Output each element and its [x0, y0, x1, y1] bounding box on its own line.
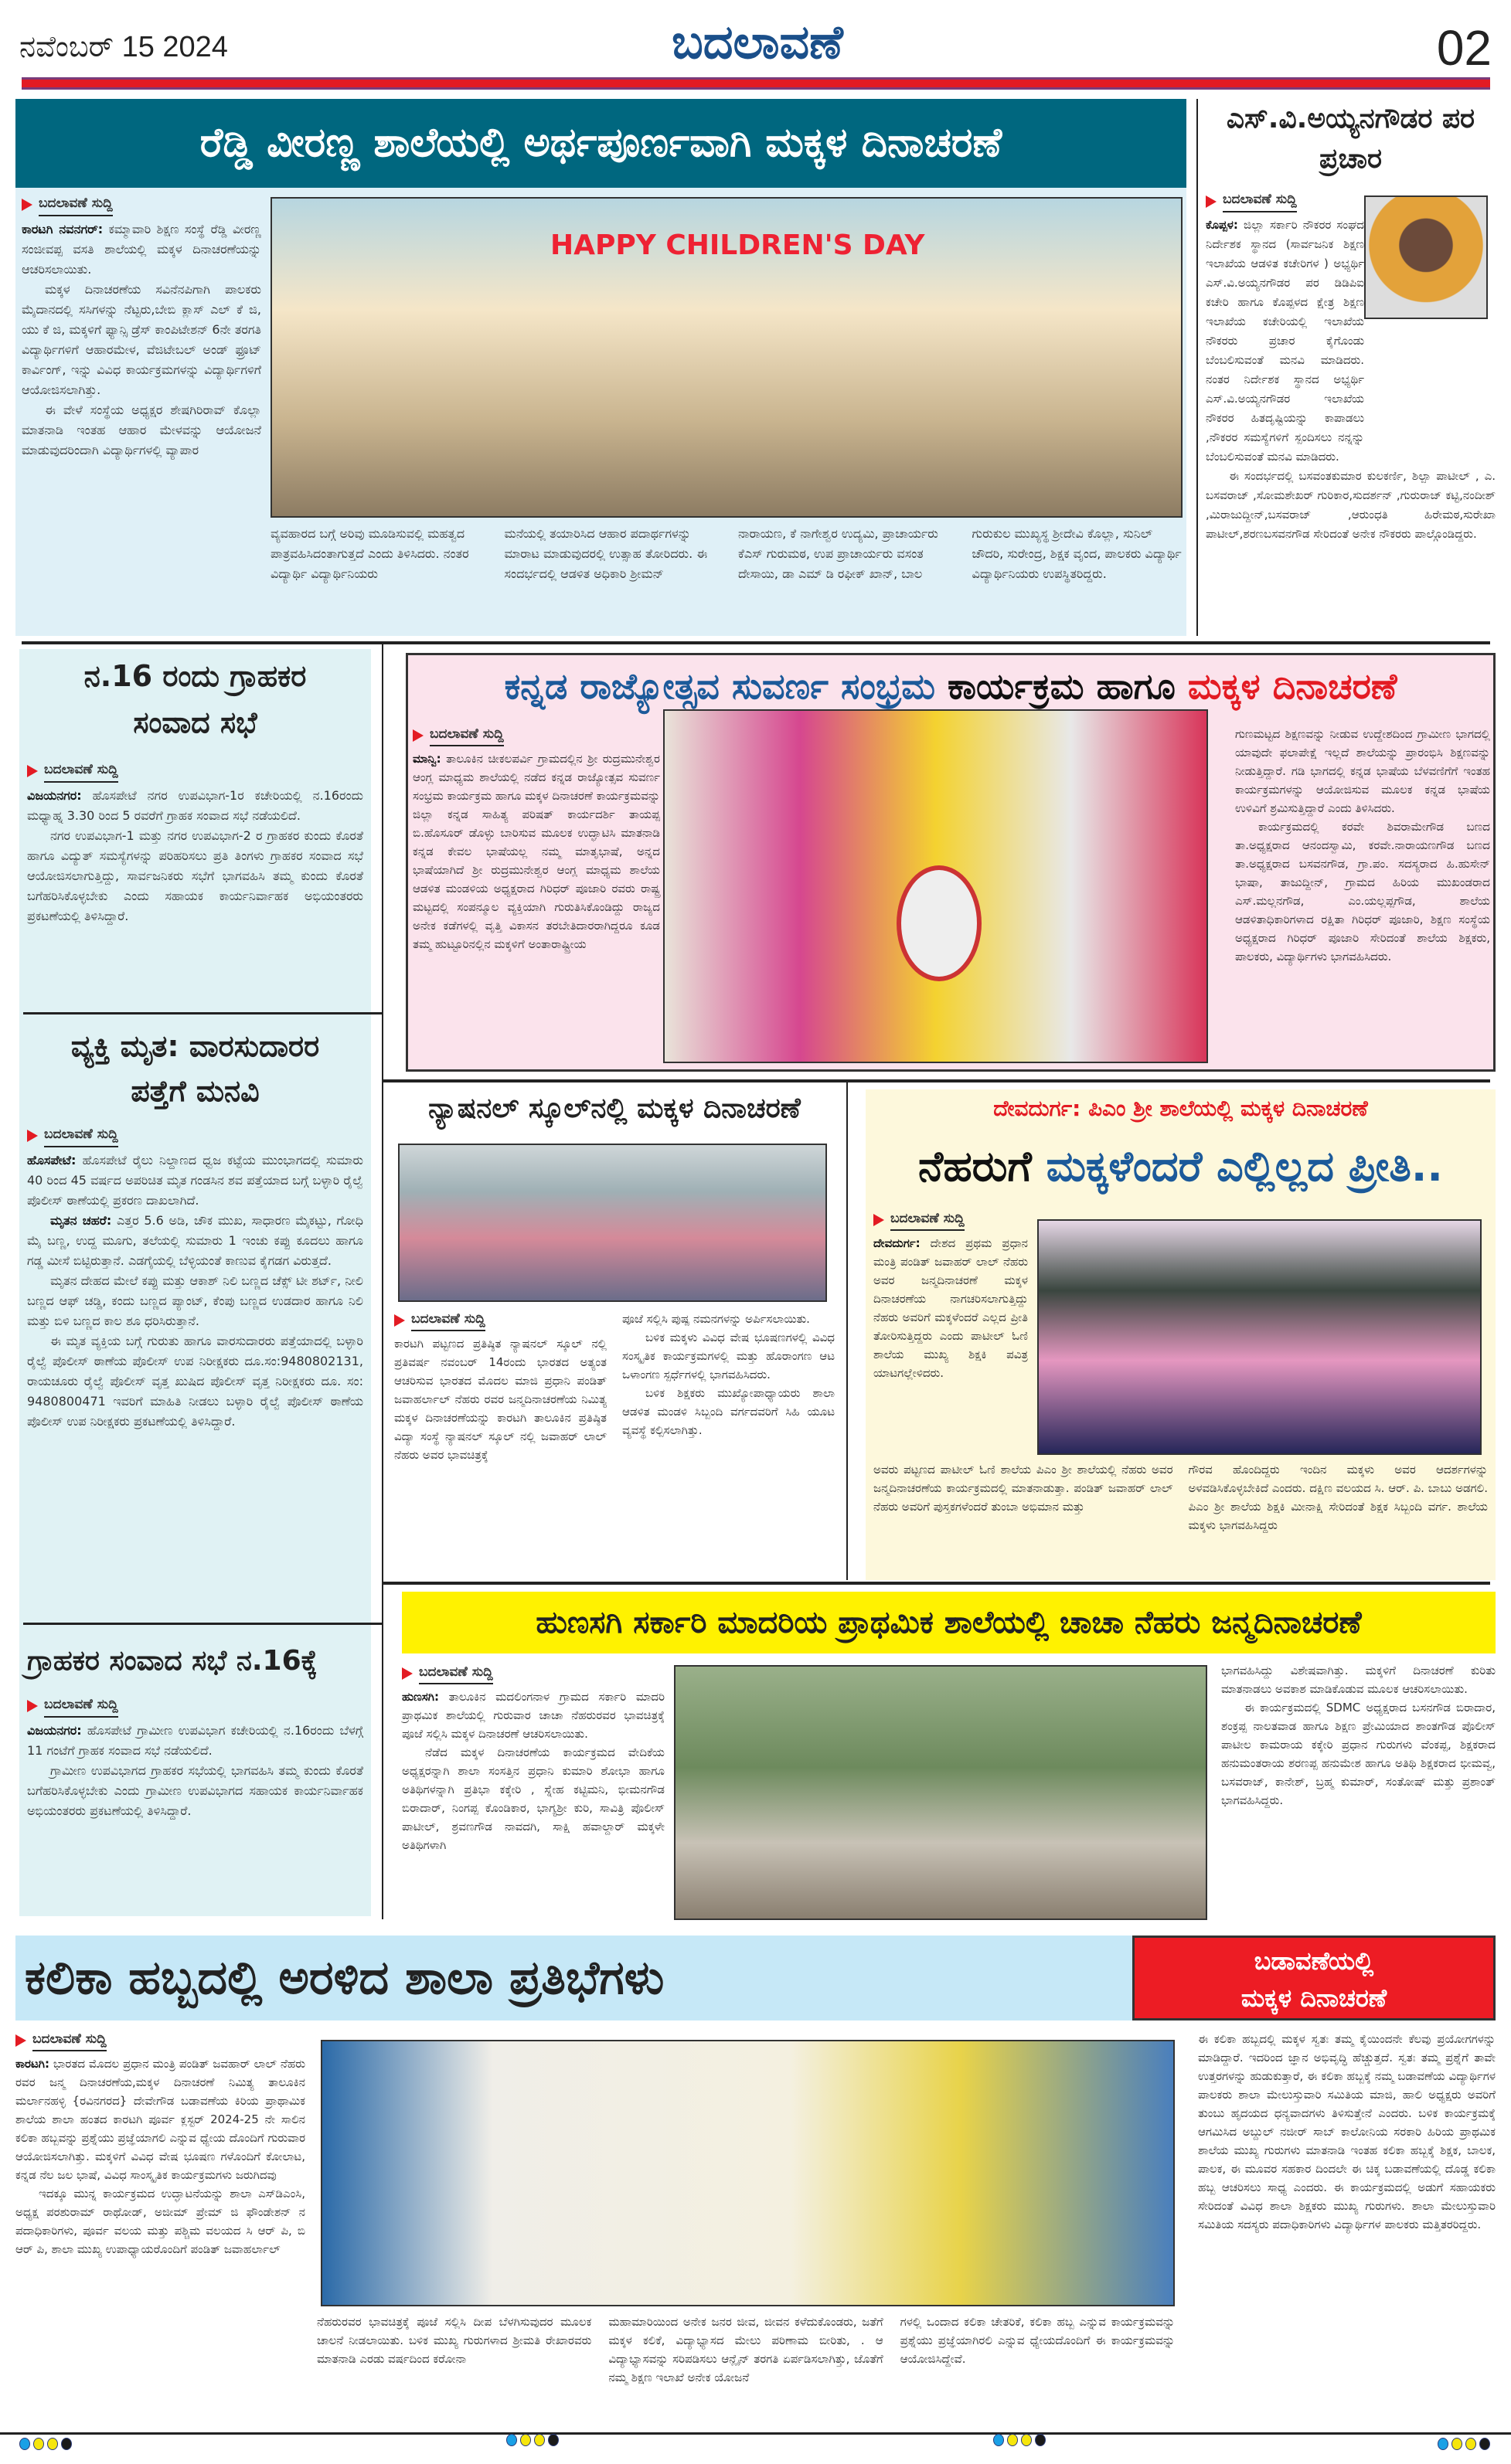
registration-marks-right	[1438, 2438, 1490, 2450]
registration-marks-left	[19, 2438, 72, 2450]
byline: ಬದಲಾವಣೆ ಸುದ್ದಿ	[394, 1310, 607, 1331]
photo-hunasagi-school-group	[674, 1665, 1207, 1920]
byline: ಬದಲಾವಣೆ ಸುದ್ದಿ	[15, 2030, 305, 2051]
footer-rule	[0, 2432, 1511, 2435]
byline: ಬದಲಾವಣೆ ಸುದ್ದಿ	[402, 1663, 665, 1684]
headline: ಹುಣಸಗಿ ಸರ್ಕಾರಿ ಮಾದರಿಯ ಪ್ರಾಥಮಿಕ ಶಾಲೆಯಲ್ಲಿ ಚಾಚಾ ನೆಹರು ಜನ್ಮದಿನಾಚರಣೆ	[402, 1592, 1496, 1653]
article-grahaka-1: ನ.16 ರಂದು ಗ್ರಾಹಕರ ಸಂವಾದ ಸಭೆ ಬದಲಾವಣೆ ಸುದ್ದಿ ವಿಜಯನಗರ: ಹೊಸಪೇಟೆ ನಗರ ಉಪವಿಭಾಗ-1ರ ಕಚೇರಿಯಲ್ಲಿ ನ.16ರಂದು ಮಧ್ಯಾಹ್ನ 3.30 ರಿಂದ 5 ರವರೆಗೆ ಗ್ರಾಹಕ ಸಂವಾದ ಸಭೆ ನಡೆಯಲಿದೆ. ನಗರ ಉಪವಿಭಾಗ-1 ಮತ್ತು ನಗರ ಉಪವಿಭಾಗ-2 ರ ಗ್ರಾಹಕರ ಕುಂದು ಕೊರತೆ ಹಾಗೂ ವಿದ್ಯುತ್ ಸಮಸ್ಯೆಗಳನ್ನು ಪರಿಹರಿಸಲು ಪ್ರತಿ ತಿಂಗಳು ಗ್ರಾಹಕರ ಸಂವಾದ ಸಭೆ ಆಯೋಜಿಸಲಾಗುತ್ತಿದ್ದು, ಸಾರ್ವಜನಿಕರು ಸಭೆಗೆ ಭಾಗವಹಿಸಿ ತಮ್ಮ ಕುಂದು ಕೊರತೆ ಬಗೆಹರಿಸಿಕೊಳ್ಳಬೇಕು ಎಂದು ಸಹಾಯಕ ಕಾರ್ಯನಿರ್ವಾಹಕ ಅಭಿಯಂತರರು ಪ್ರಕಟಣೆಯಲ್ಲಿ ತಿಳಿಸಿದ್ದಾರೆ.	[27, 653, 363, 926]
triangle-icon	[402, 1667, 413, 1680]
kicker: ದೇವದುರ್ಗ: ಪಿಎಂ ಶ್ರೀ ಶಾಲೆಯಲ್ಲಿ ಮಕ್ಕಳ ದಿನಾಚರಣೆ	[993, 1096, 1368, 1121]
triangle-icon	[1206, 195, 1217, 208]
byline: ಬದಲಾವಣೆ ಸುದ್ದಿ	[873, 1209, 1028, 1231]
photo-pm-shri-school-children	[1037, 1219, 1482, 1455]
byline: ಬದಲಾವಣೆ ಸುದ್ದಿ	[27, 1694, 363, 1718]
photo-candidate-portrait	[1364, 195, 1488, 319]
triangle-icon	[27, 1130, 38, 1142]
triangle-icon	[873, 1214, 884, 1226]
article-ayyanagoudar: ಎಸ್.ವಿ.ಅಯ್ಯನಗೌಡರ ಪರ ಪ್ರಚಾರ ಬದಲಾವಣೆ ಸುದ್ದಿ ಕೊಪ್ಪಳ: ಜಿಲ್ಲಾ ಸರ್ಕಾರಿ ನೌಕರರ ಸಂಘದ ನಿರ್ದೇಶಕ ಸ್ಥಾನದ (ಸಾರ್ವಜನಿಕ ಶಿಕ್ಷಣ ಇಲಾಖೆಯ ಆಡಳಿತ ಕಚೇರಿಗಳ ) ಅಭ್ಯರ್ಥಿ ಎಸ್.ವಿ.ಅಯ್ಯನಗೌಡರ ಪರ ಡಿಡಿಪಿಐ ಕಚೇರಿ ಹಾಗೂ ಕೊಪ್ಪಳದ ಕ್ಷೇತ್ರ ಶಿಕ್ಷಣ ಇಲಾಖೆಯ ಕಚೇರಿಯಲ್ಲಿ ಇಲಾಖೆಯ ನೌಕರರು ಪ್ರಚಾರ ಕೈಗೊಂಡು ಬೆಂಬಲಿಸುವಂತೆ ಮನವಿ ಮಾಡಿದರು. ನಂತರ ನಿರ್ದೇಶಕ ಸ್ಥಾನದ ಅಭ್ಯರ್ಥಿ ಎಸ್.ವಿ.ಅಯ್ಯನಗೌಡರ ಇಲಾಖೆಯ ನೌಕರರ ಹಿತದೃಷ್ಟಿಯನ್ನು ಕಾಪಾಡಲು ,ನೌಕರರ ಸಮಸ್ಯೆಗಳಿಗೆ ಸ್ಪಂದಿಸಲು ನನ್ನನ್ನು ಬೆಂಬಲಿಸುವಂತೆ ಮನವಿ ಮಾಡಿದರು. ಈ ಸಂದರ್ಭದಲ್ಲಿ ಬಸವಂತಕುಮಾರ ಕುಲಕರ್ಣಿ, ಶಿಲ್ಪಾ ಪಾಟೀಲ್ , ಎ. ಬಸವರಾಜ್ ,ಸೋಮಶೇಖರ್ ಗುರಿಕಾರ,ಸುದರ್ಶನ್ ,ಗುರುರಾಜ್ ಕಟ್ಟಿ,ನಂದೀಶ್ ,ಮಿರಾಜುದ್ದೀನ್,ಬಸವರಾಜ್ ,ಆರುಂಧತಿ ಹಿರೇಮಠ,ಸುರೇಖಾ ಪಾಟೀಲ್,ಶರಣಬಸವನಗೌಡ ಸೇರಿದಂತೆ ಅನೇಕ ನೌಕರರು ಪಾಲ್ಗೊಂಡಿದ್ದರು.	[1206, 99, 1496, 544]
side-headline-box: ಬಡಾವಣೆಯಲ್ಲಿ ಮಕ್ಕಳ ದಿನಾಚರಣೆ	[1132, 1936, 1496, 2020]
article-devadurga: ದೇವದುರ್ಗ: ಪಿಎಂ ಶ್ರೀ ಶಾಲೆಯಲ್ಲಿ ಮಕ್ಕಳ ದಿನಾಚರಣೆ ನೆಹರುಗೆ ಮಕ್ಕಳೆಂದರೆ ಎಲ್ಲಿಲ್ಲದ ಪ್ರೀತಿ.. ಬದಲಾವಣೆ ಸುದ್ದಿ ದೇವದುರ್ಗ: ದೇಶದ ಪ್ರಥಮ ಪ್ರಧಾನ ಮಂತ್ರಿ ಪಂಡಿತ್ ಜವಾಹರ್ ಲಾಲ್ ನೆಹರು ಅವರ ಜನ್ಮದಿನಾಚರಣೆ ಮಕ್ಕಳ ದಿನಾಚರಣೆಯ ನಾಗಚರಿಸಲಾಗುತ್ತಿದ್ದು ನೆಹರು ಅವರಿಗೆ ಮಕ್ಕಳೆಂದರೆ ಎಲ್ಲದ ಪ್ರೀತಿ ತೋರಿಸುತ್ತಿದ್ದರು ಎಂದು ಪಾಟೀಲ್ ಓಣಿ ಶಾಲೆಯ ಮುಖ್ಯ ಶಿಕ್ಷಕಿ ಪವಿತ್ರ ಯಾಟಗಲ್ಲೇಳಿದರು. ಅವರು ಪಟ್ಟಣದ ಪಾಟೀಲ್ ಓಣಿ ಶಾಲೆಯ ಪಿಎಂ ಶ್ರೀ ಶಾಲೆಯಲ್ಲಿ ನೆಹರು ಅವರ ಜನ್ಮದಿನಾಚರಣೆಯ ಕಾರ್ಯಕ್ರಮದಲ್ಲಿ ಮಾತನಾಡುತ್ತಾ. ಪಂಡಿತ್ ಜವಾಹರ್ ಲಾಲ್ ನೆಹರು ಅವರಿಗೆ ಪುಸ್ತಕಗಳೆಂದರೆ ತುಂಬಾ ಅಭಿಮಾನ ಮತ್ತು ಗೌರವ ಹೊಂದಿದ್ದರು ಇಂದಿನ ಮಕ್ಕಳು ಅವರ ಆದರ್ಶಗಳನ್ನು ಅಳವಡಿಸಿಕೊಳ್ಳಬೇಕಿದೆ ಎಂದರು. ದಕ್ಷಿಣ ವಲಯದ ಸಿ. ಆರ್. ಪಿ. ಬಾಬು ಅಡಗಲಿ. ಪಿಎಂ ಶ್ರೀ ಶಾಲೆಯ ಶಿಕ್ಷಕಿ ಮೀನಾಕ್ಷಿ ಸೇರಿದಂತೆ ಶಿಕ್ಷಕ ಸಿಬ್ಬಂದಿ ವರ್ಗ. ಶಾಲೆಯ ಮಕ್ಕಳು ಭಾಗವಹಿಸಿದ್ದರು	[866, 1089, 1496, 1580]
photo-childrens-day-group: HAPPY CHILDREN'S DAY	[271, 197, 1183, 518]
registration-marks-center-right	[993, 2434, 1046, 2446]
masthead-rule	[22, 77, 1490, 90]
article-vyakti-mruta: ವ್ಯಕ್ತಿ ಮೃತ: ವಾರಸುದಾರರ ಪತ್ತೆಗೆ ಮನವಿ ಬದಲಾವಣೆ ಸುದ್ದಿ ಹೊಸಪೇಟೆ: ಹೊಸಪೇಟೆ ರೈಲು ನಿಲ್ದಾಣದ ಧ್ವಜ ಕಟ್ಟೆಯ ಮುಂಭಾಗದಲ್ಲಿ ಸುಮಾರು 40 ರಿಂದ 45 ವರ್ಷದ ಅಪರಿಚಿತ ಮೃತ ಗಂಡಸಿನ ಶವ ಪತ್ತೆಯಾದ ಬಗ್ಗೆ ಬಳ್ಳಾರಿ ರೈಲ್ವೆ ಪೊಲೀಸ್ ಠಾಣೆಯಲ್ಲಿ ಪ್ರಕರಣ ದಾಖಲಾಗಿದೆ. ಮೃತನ ಚಹರೆ: ಎತ್ತರ 5.6 ಅಡಿ, ಚೌಕ ಮುಖ, ಸಾಧಾರಣ ಮೈಕಟ್ಟು, ಗೋಧಿ ಮೈ ಬಣ್ಣ, ಉದ್ದ ಮೂಗು, ತಲೆಯಲ್ಲಿ ಸುಮಾರು 1 ಇಂಚು ಕಪ್ಪು ಕೂದಲು ಹಾಗೂ ಗಡ್ಡ ಮೀಸೆ ಬಿಟ್ಟಿರುತ್ತಾನೆ. ಎಡಗೈಯಲ್ಲಿ ಬೆಳ್ಳಿಯಂತೆ ಕಾಣುವ ಕೈಗಡಗ ವಿರುತ್ತದೆ. ಮೃತನ ದೇಹದ ಮೇಲೆ ಕಪ್ಪು ಮತ್ತು ಆಕಾಶ್ ನಿಲಿ ಬಣ್ಣದ ಚೆಕ್ಸ್ ಟೀ ಶರ್ಟ್, ನೀಲಿ ಬಣ್ಣದ ಆಫ್ ಚಡ್ಡಿ, ಕಂದು ಬಣ್ಣದ ಪ್ಯಾಂಟ್, ಕೆಂಪು ಬಣ್ಣದ ಉಡದಾರ ಹಾಗೂ ನಿಲಿ ಮತ್ತು ಬಿಳಿ ಬಣ್ಣದ ಕಾಲ ಶೂ ಧರಿಸಿರುತ್ತಾನೆ. ಈ ಮೃತ ವ್ಯಕ್ತಿಯ ಬಗ್ಗೆ ಗುರುತು ಹಾಗೂ ವಾರಸುದಾರರು ಪತ್ತೆಯಾದಲ್ಲಿ ಬಳ್ಳಾರಿ ರೈಲ್ವೆ ಪೊಲೀಸ್ ಠಾಣೆಯ ಪೊಲೀಸ್ ಉಪ ನಿರೀಕ್ಷಕರು ದೂ.ಸಂ:9480802131, ರಾಯಚೂರು ರೈಲ್ವೆ ಪೊಲೀಸ್ ವೃತ್ತ ಖುಷಿದ ಪೊಲೀಸ್ ವೃತ್ತ ನಿರೀಕ್ಷಕರು ದೂ. ಸಂ: 9480800471 ಇವರಿಗೆ ಮಾಹಿತಿ ನೀಡಲು ಬಳ್ಳಾರಿ ರೈಲ್ವೆ ಪೊಲೀಸ್ ಠಾಣೆಯ ಪೊಲೀಸ್ ಉಪ ನಿರೀಕ್ಷಕರು ಪ್ರಕಟಣೆಯಲ್ಲಿ ತಿಳಿಸಿದ್ದಾರೆ.	[27, 1024, 363, 1432]
article-rajyotsava: ಕನ್ನಡ ರಾಜ್ಯೋತ್ಸವ ಸುವರ್ಣ ಸಂಭ್ರಮ ಕಾರ್ಯಕ್ರಮ ಹಾಗೂ ಮಕ್ಕಳ ದಿನಾಚರಣೆ ಬದಲಾವಣೆ ಸುದ್ದಿ ಮಾನ್ವಿ: ತಾಲೂಕಿನ ಚೀಕಲಪರ್ವಿ ಗ್ರಾಮದಲ್ಲಿನ ಶ್ರೀ ರುದ್ರಮುನೇಶ್ವರ ಆಂಗ್ಲ ಮಾಧ್ಯಮ ಶಾಲೆಯಲ್ಲಿ ನಡೆದ ಕನ್ನಡ ರಾಜ್ಯೋತ್ಸವ ಸುವರ್ಣ ಸಂಭ್ರಮ ಕಾರ್ಯಕ್ರಮ ಹಾಗೂ ಮಕ್ಕಳ ದಿನಾಚರಣೆ ಕಾರ್ಯಕ್ರಮವನ್ನು ಜಿಲ್ಲಾ ಕನ್ನಡ ಸಾಹಿತ್ಯ ಪರಿಷತ್ ಕಾರ್ಯದರ್ಶಿ ತಾಯಪ್ಪ ಬಿ.ಹೊಸೂರ್ ಡೊಳ್ಳು ಬಾರಿಸುವ ಮೂಲಕ ಉದ್ಘಾಟಿಸಿ ಮಾತನಾಡಿ ಕನ್ನಡ ಕೇವಲ ಭಾಷೆಯಲ್ಲ ನಮ್ಮ ಮಾತೃಭಾಷೆ, ಅನ್ನದ ಭಾಷೆಯಾಗಿದೆ ಶ್ರೀ ರುದ್ರಮುನೇಶ್ವರ ಆಂಗ್ಲ ಮಾಧ್ಯಮ ಶಾಲೆಯ ಆಡಳಿತ ಮಂಡಳಿಯ ಅಧ್ಯಕ್ಷರಾದ ಗಿರಿಧರ್ ಪೂಜಾರಿ ರವರು ರಾಷ್ಟ್ರ ಮಟ್ಟದಲ್ಲಿ ಸಂಪನ್ಮೂಲ ವ್ಯಕ್ತಿಯಾಗಿ ಗುರುತಿಸಿಕೊಂಡಿದ್ದು ರಾಜ್ಯದ ಅನೇಕ ಕಡೆಗಳಲ್ಲಿ ವೃತ್ತಿ ವಿಕಾಸನ ತರಬೇತಿದಾರರಾಗಿದ್ದರೂ ಕೂಡ ತಮ್ಮ ಹುಟ್ಟೂರಿನಲ್ಲಿನ ಮಕ್ಕಳಿಗೆ ಅಂತಾರಾಷ್ಟ್ರೀಯ ಗುಣಮಟ್ಟದ ಶಿಕ್ಷಣವನ್ನು ನೀಡುವ ಉದ್ದೇಶದಿಂದ ಗ್ರಾಮೀಣ ಭಾಗದಲ್ಲಿ ಯಾವುದೇ ಫಲಾಪೇಕ್ಷೆ ಇಲ್ಲದೆ ಶಾಲೆಯನ್ನು ಪ್ರಾರಂಭಿಸಿ ಶಿಕ್ಷಣವನ್ನು ನೀಡುತ್ತಿದ್ದಾರೆ. ಗಡಿ ಭಾಗದಲ್ಲಿ ಕನ್ನಡ ಭಾಷೆಯ ಬೆಳವಣಿಗೆಗೆ ಇಂತಹ ಕಾರ್ಯಕ್ರಮಗಳನ್ನು ಆಯೋಜಿಸುವ ಮೂಲಕ ಕನ್ನಡ ಭಾಷೆಯ ಉಳಿವಿಗೆ ಶ್ರಮಿಸುತ್ತಿದ್ದಾರೆ ಎಂದು ತಿಳಿಸಿದರು. ಕಾರ್ಯಕ್ರಮದಲ್ಲಿ ಕರವೇ ಶಿವರಾಮೇಗೌಡ ಬಣದ ತಾ.ಅಧ್ಯಕ್ಷರಾದ ಆನಂದಸ್ವಾಮಿ, ಕರವೇ.ನಾರಾಯಣಗೌಡ ಬಣದ ತಾ.ಅಧ್ಯಕ್ಷರಾದ ಬಸವನಗೌಡ, ಗ್ರಾ.ಪಂ. ಸದಸ್ಯರಾದ ಹಿ.ಹುಸೇನ್ ಭಾಷಾ, ತಾಜುದ್ದೀನ್, ಗ್ರಾಮದ ಹಿರಿಯ ಮುಖಂಡರಾದ ಎಸ್.ಮಲ್ಲನಗೌಡ, ಎಂ.ಯಲ್ಲಪ್ಪಗೌಡ, ಶಾಲೆಯ ಆಡಳಿತಾಧಿಕಾರಿಗಳಾದ ರಕ್ಷಿತಾ ಗಿರಿಧರ್ ಪೂಜಾರಿ, ಶಿಕ್ಷಣ ಸಂಸ್ಥೆಯ ಅಧ್ಯಕ್ಷರಾದ ಗಿರಿಧರ್ ಪೂಜಾರಿ ಸೇರಿದಂತೆ ಶಾಲೆಯ ಶಿಕ್ಷಕರು, ಪಾಲಕರು, ವಿದ್ಯಾರ್ಥಿಗಳು ಭಾಗವಹಿಸಿದರು.	[406, 653, 1496, 1072]
headline: ಎಸ್.ವಿ.ಅಯ್ಯನಗೌಡರ ಪರ ಪ್ರಚಾರ	[1226, 103, 1475, 175]
triangle-icon	[22, 199, 32, 211]
headline: ನ.16 ರಂದು ಗ್ರಾಹಕರ ಸಂವಾದ ಸಭೆ	[83, 659, 307, 739]
triangle-icon	[27, 765, 38, 777]
headline: ನ್ಯಾಷನಲ್ ಸ್ಕೂಲ್‌ನಲ್ಲಿ ಮಕ್ಕಳ ದಿನಾಚರಣೆ	[428, 1093, 801, 1124]
photo-drum-inauguration	[663, 709, 1208, 1063]
issue-date: ನವೆಂಬರ್ 15 2024	[19, 31, 228, 63]
article-grahaka-2: ಗ್ರಾಹಕರ ಸಂವಾದ ಸಭೆ ನ.16ಕ್ಕೆ ಬದಲಾವಣೆ ಸುದ್ದಿ ವಿಜಯನಗರ: ಹೊಸಪೇಟೆ ಗ್ರಾಮೀಣ ಉಪವಿಭಾಗ ಕಚೇರಿಯಲ್ಲಿ ನ.16ರಂದು ಬೆಳಗ್ಗೆ 11 ಗಂಟೆಗೆ ಗ್ರಾಹಕ ಸಂವಾದ ಸಭೆ ನಡೆಯಲಿದೆ. ಗ್ರಾಮೀಣ ಉಪವಿಭಾಗದ ಗ್ರಾಹಕರ ಸಭೆಯಲ್ಲಿ ಭಾಗವಹಿಸಿ ತಮ್ಮ ಕುಂದು ಕೊರತೆ ಬಗೆಹರಿಸಿಕೊಳ್ಳಬೇಕು ಎಂದು ಗ್ರಾಮೀಣ ಉಪವಿಭಾಗದ ಸಹಾಯಕ ಕಾರ್ಯನಿರ್ವಾಹಕ ಅಭಿಯಂತರರು ಪ್ರಕಟಣೆಯಲ್ಲಿ ತಿಳಿಸಿದ್ದಾರೆ.	[27, 1634, 363, 1821]
headline: ರೆಡ್ಡಿ ವೀರಣ್ಣ ಶಾಲೆಯಲ್ಲಿ ಅರ್ಥಪೂರ್ಣವಾಗಿ ಮಕ್ಕಳ ದಿನಾಚರಣೆ	[15, 99, 1186, 188]
byline: ಬದಲಾವಣೆ ಸುದ್ದಿ	[1206, 190, 1496, 212]
triangle-icon	[15, 2034, 26, 2047]
article-reddy: ರೆಡ್ಡಿ ವೀರಣ್ಣ ಶಾಲೆಯಲ್ಲಿ ಅರ್ಥಪೂರ್ಣವಾಗಿ ಮಕ್ಕಳ ದಿನಾಚರಣೆ ಬದಲಾವಣೆ ಸುದ್ದಿ ಕಾರಟಗಿ ನವನಗರ್: ಕಮ್ಮಾವಾರಿ ಶಿಕ್ಷಣ ಸಂಸ್ಥೆ ರೆಡ್ಡಿ ವೀರಣ್ಣ ಸಂಜೀವಪ್ಪ ವಸತಿ ಶಾಲೆಯಲ್ಲಿ ಮಕ್ಕಳ ದಿನಾಚರಣೆಯನ್ನು ಆಚರಿಸಲಾಯಿತು. ಮಕ್ಕಳ ದಿನಾಚರಣೆಯ ಸವಿನೆನಪಿಗಾಗಿ ಪಾಲಕರು ಮೈದಾನದಲ್ಲಿ ಸಸಿಗಳನ್ನು ನೆಟ್ಟರು,ಬೇಬಿ ಕ್ಲಾಸ್ ಎಲ್ ಕೆ ಜಿ, ಯು ಕೆ ಜಿ, ಮಕ್ಕಳಿಗೆ ಫ್ಯಾನ್ಸಿ ಡ್ರೆಸ್ ಕಾಂಪಿಟೇಶನ್ 6ನೇ ತರಗತಿ ವಿದ್ಯಾರ್ಥಿಗಳಿಗೆ ಆಹಾರಮೇಳ, ವೆಜಿಟೇಬಲ್ ಅಂಡ್ ಫ್ರೂಟ್ ಕಾರ್ವಿಂಗ್, ಇನ್ನು ವಿವಿಧ ಕಾರ್ಯಕ್ರಮಗಳನ್ನು ವಿದ್ಯಾರ್ಥಿಗಳಿಗೆ ಆಯೋಜಿಸಲಾಗಿತ್ತು. ಈ ವೇಳೆ ಸಂಸ್ಥೆಯ ಅಧ್ಯಕ್ಷರ ಶೇಷಗಿರಿರಾವ್ ಕೊಲ್ಲಾ ಮಾತನಾಡಿ ಇಂತಹ ಆಹಾರ ಮೇಳವನ್ನು ಆಯೋಜನೆ ಮಾಡುವುದರಿಂದಾಗಿ ವಿದ್ಯಾರ್ಥಿಗಳಲ್ಲಿ ವ್ಯಾಪಾರ HAPPY CHILDREN'S DAY ವ್ಯವಹಾರದ ಬಗ್ಗೆ ಅರಿವು ಮೂಡಿಸುವಲ್ಲಿ ಮಹತ್ವದ ಪಾತ್ರವಹಿಸಿದಂತಾಗುತ್ತದೆ ಎಂದು ತಿಳಿಸಿದರು. ನಂತರ ವಿದ್ಯಾರ್ಥಿ ವಿದ್ಯಾರ್ಥಿನಿಯರು ಮನೆಯಲ್ಲಿ ತಯಾರಿಸಿದ ಆಹಾರ ಪದಾರ್ಥಗಳನ್ನು ಮಾರಾಟ ಮಾಡುವುದರಲ್ಲಿ ಉತ್ಸಾಹ ತೋರಿದರು. ಈ ಸಂದರ್ಭದಲ್ಲಿ ಆಡಳಿತ ಅಧಿಕಾರಿ ಶ್ರೀಮನ್ ನಾರಾಯಣ, ಕೆ ನಾಗೇಶ್ವರ ಉದ್ಯಮಿ, ಪ್ರಾಚಾರ್ಯರು ಕೆಎಸ್ ಗುರುಮಠ, ಉಪ ಪ್ರಾಚಾರ್ಯರು ವಸಂತ ದೇಸಾಯಿ, ಡಾ ಎಮ್ ಡಿ ರಫೀಕ್ ಖಾನ್, ಬಾಲ ಗುರುಕುಲ ಮುಖ್ಯಸ್ಥ ಶ್ರೀದೇವಿ ಕೊಲ್ಲಾ, ಸುನಿಲ್ ಚೌದರಿ, ಸುರೇಂದ್ರ, ಶಿಕ್ಷಕ ವೃಂದ, ಪಾಲಕರು ವಿದ್ಯಾರ್ಥಿ ವಿದ್ಯಾರ್ಥಿನಿಯರು ಉಪಸ್ಥಿತರಿದ್ದರು.	[15, 99, 1186, 636]
drum	[897, 865, 982, 981]
triangle-icon	[27, 1700, 38, 1712]
article-hunasagi: ಹುಣಸಗಿ ಸರ್ಕಾರಿ ಮಾದರಿಯ ಪ್ರಾಥಮಿಕ ಶಾಲೆಯಲ್ಲಿ ಚಾಚಾ ನೆಹರು ಜನ್ಮದಿನಾಚರಣೆ ಬದಲಾವಣೆ ಸುದ್ದಿ ಹುಣಸಗಿ: ತಾಲೂಕಿನ ಮದಲಿಂಗನಾಳ ಗ್ರಾಮದ ಸರ್ಕಾರಿ ಮಾದರಿ ಪ್ರಾಥಮಿಕ ಶಾಲೆಯಲ್ಲಿ ಗುರುವಾರ ಚಾಚಾ ನೆಹರುರವರ ಭಾವಚಿತ್ರಕ್ಕೆ ಪೂಜೆ ಸಲ್ಲಿಸಿ ಮಕ್ಕಳ ದಿನಾಚರಣೆ ಆಚರಿಸಲಾಯಿತು. ನೆಡೆದ ಮಕ್ಕಳ ದಿನಾಚರಣೆಯ ಕಾರ್ಯಕ್ರಮದ ವೇದಿಕೆಯ ಅಧ್ಯಕ್ಷರನ್ನಾಗಿ ಶಾಲಾ ಸಂಸತ್ತಿನ ಪ್ರಧಾನಿ ಕುಮಾರಿ ಶೋಭಾ ಹಾಗೂ ಅತಿಥಿಗಳನ್ನಾಗಿ ಪ್ರತಿಭಾ ಕಕ್ಕೇರಿ , ಸ್ನೇಹ ಕಟ್ಟಿಮನಿ, ಭೀಮನಗೌಡ ಬಿರಾದಾರ್, ನಿಂಗಪ್ಪ ಕೊಂಡಿಕಾರ, ಭಾಗ್ಯಶ್ರೀ ಕುರಿ, ಸಾವಿತ್ರಿ ಪೊಲೀಸ್ ಪಾಟೀಲ್, ಶ್ರವಣಗೌಡ ನಾವದಗಿ, ಸಾಕ್ಷಿ ಹವಾಲ್ದಾರ್ ಮಕ್ಕಳೇ ಅತಿಥಿಗಳಾಗಿ ಭಾಗವಹಿಸಿದ್ದು ವಿಶೇಷವಾಗಿತ್ತು. ಮಕ್ಕಳಿಗೆ ದಿನಾಚರಣೆ ಕುರಿತು ಮಾತನಾಡಲು ಅವಕಾಶ ಮಾಡಿಕೊಡುವ ಮೂಲಕ ಆಚರಿಸಲಾಯಿತು. ಈ ಕಾರ್ಯಕ್ರಮದಲ್ಲಿ SDMC ಅಧ್ಯಕ್ಷರಾದ ಬಸನಗೌಡ ಬಿರಾದಾರ, ಶಂಕ್ರಪ್ಪ ನಾಲತವಾಡ ಹಾಗೂ ಶಿಕ್ಷಣ ಪ್ರೇಮಿಯಾದ ಶಾಂತಗೌಡ ಪೊಲೀಸ್ ಪಾಟೀಲ ಕಾಮರಾಯ ಕಕ್ಕೇರಿ ಪ್ರಧಾನ ಗುರುಗಳು ವೆಂಕಪ್ಪ, ಶಿಕ್ಷಕರಾದ ಹನುಮಂತರಾಯ ಶರಣಪ್ಪ ಹನುಮೇಶ ಹಾಗೂ ಅತಿಥಿ ಶಿಕ್ಷಕರಾದ ಭೀಮವ್ವ, ಬಸವರಾಜ್, ಕಾನೇಶ್, ಬ್ರಹ್ಮ ಕುಮಾರ್, ಸಂತೋಷ್ ಮತ್ತು ಪ್ರಶಾಂತ್ ಭಾಗವಹಿಸಿದ್ದರು.	[402, 1592, 1496, 1924]
page-number: 02	[1436, 20, 1492, 76]
byline: ಬದಲಾವಣೆ ಸುದ್ದಿ	[27, 1124, 363, 1147]
triangle-icon	[413, 729, 424, 742]
headline: ಕನ್ನಡ ರಾಜ್ಯೋತ್ಸವ ಸುವರ್ಣ ಸಂಭ್ರಮ ಕಾರ್ಯಕ್ರಮ ಹಾಗೂ ಮಕ್ಕಳ ದಿನಾಚರಣೆ	[504, 665, 1397, 707]
headline: ಗ್ರಾಹಕರ ಸಂವಾದ ಸಭೆ ನ.16ಕ್ಕೆ	[27, 1645, 318, 1677]
headline: ನೆಹರುಗೆ ಮಕ್ಕಳೆಂದರೆ ಎಲ್ಲಿಲ್ಲದ ಪ್ರೀತಿ..	[918, 1142, 1443, 1191]
headline: ಕಲಿಕಾ ಹಬ್ಬದಲ್ಲಿ ಅರಳಿದ ಶಾಲಾ ಪ್ರತಿಭೆಗಳು	[15, 1936, 1132, 2020]
article-national-school: ನ್ಯಾಷನಲ್ ಸ್ಕೂಲ್‌ನಲ್ಲಿ ಮಕ್ಕಳ ದಿನಾಚರಣೆ ಬದಲಾವಣೆ ಸುದ್ದಿ ಕಾರಟಗಿ ಪಟ್ಟಣದ ಪ್ರತಿಷ್ಠಿತ ನ್ಯಾಷನಲ್ ಸ್ಕೂಲ್ ನಲ್ಲಿ ಪ್ರತಿವರ್ಷ ನವಂಬರ್ 14ರಂದು ಭಾರತದ ಅತ್ಯಂತ ಆಚರಿಸುವ ಭಾರತದ ಮೊದಲ ಮಾಜಿ ಪ್ರಧಾನಿ ಪಂಡಿತ್ ಜವಾಹರ್ಲಾಲ್ ನೆಹರು ರವರ ಜನ್ಮದಿನಾಚರಣೆಯ ನಿಮಿತ್ಯ ಮಕ್ಕಳ ದಿನಾಚರಣೆಯನ್ನು ಕಾರಟಗಿ ತಾಲೂಕಿನ ಪ್ರತಿಷ್ಠಿತ ವಿದ್ಯಾ ಸಂಸ್ಥೆ ನ್ಯಾಷನಲ್ ಸ್ಕೂಲ್ ನಲ್ಲಿ ಜವಾಹರ್ ಲಾಲ್ ನೆಹರು ಅವರ ಭಾವಚಿತ್ರಕ್ಕೆ ಪೂಜೆ ಸಲ್ಲಿಸಿ ಪುಷ್ಪ ನಮನಗಳನ್ನು ಅರ್ಪಿಸಲಾಯಿತು. ಬಳಿಕ ಮಕ್ಕಳು ವಿವಿಧ ವೇಷ ಭೂಷಣಗಳಲ್ಲಿ ವಿವಿಧ ಸಂಸ್ಕೃತಿಕ ಕಾರ್ಯಕ್ರಮಗಳಲ್ಲಿ ಮತ್ತು ಹೊರಾಂಗಣ ಆಟ ಒಳಾಂಗಣ ಸ್ಪರ್ಧೆಗಳಲ್ಲಿ ಭಾಗವಹಿಸಿದರು. ಬಳಿಕ ಶಿಕ್ಷಕರು ಮುಖ್ಯೋಪಾಧ್ಯಾಯರು ಶಾಲಾ ಆಡಳಿತ ಮಂಡಳಿ ಸಿಬ್ಬಂದಿ ವರ್ಗದವರಿಗೆ ಸಿಹಿ ಯೂಟ ವ್ಯವಸ್ಥೆ ಕಲ್ಪಿಸಲಾಗಿತ್ತು.	[394, 1086, 835, 1132]
newspaper-logo: ಬದಲಾವಣೆ	[672, 15, 843, 70]
byline: ಬದಲಾವಣೆ ಸುದ್ದಿ	[413, 725, 660, 746]
byline: ಬದಲಾವಣೆ ಸುದ್ದಿ	[27, 760, 363, 783]
headline: ವ್ಯಕ್ತಿ ಮೃತ: ವಾರಸುದಾರರ ಪತ್ತೆಗೆ ಮನವಿ	[70, 1029, 320, 1108]
byline: ಬದಲಾವಣೆ ಸುದ್ದಿ	[22, 193, 261, 216]
photo-national-school-children	[398, 1144, 827, 1302]
registration-marks-center-left	[506, 2434, 559, 2446]
photo-kalika-habba-lamp-lighting	[321, 2040, 1175, 2306]
article-kalika-habba: ಕಲಿಕಾ ಹಬ್ಬದಲ್ಲಿ ಅರಳಿದ ಶಾಲಾ ಪ್ರತಿಭೆಗಳು ಬಡಾವಣೆಯಲ್ಲಿ ಮಕ್ಕಳ ದಿನಾಚರಣೆ ಬದಲಾವಣೆ ಸುದ್ದಿ ಕಾರಟಗಿ: ಭಾರತದ ಮೊದಲ ಪ್ರಧಾನ ಮಂತ್ರಿ ಪಂಡಿತ್ ಜವಹಾರ್ ಲಾಲ್ ನೆಹರು ರವರ ಜನ್ಮ ದಿನಾಚರಣೆಯ,ಮಕ್ಕಳ ದಿನಾಚರಣೆ ನಿಮಿತ್ಯ ತಾಲೂಕಿನ ಮರ್ಲಾನಹಳ್ಳಿ {ರವಿನಗರದ} ದೇವೇಗೌಡ ಬಡಾವಣೆಯ ಕಿರಿಯ ಪ್ರಾಥಾಮಿಕ ಶಾಲೆಯ ಶಾಲಾ ಹಂತದ ಕಾರಟಗಿ ಪೂರ್ವ ಕ್ಲಸ್ಟರ್ 2024-25 ನೇ ಸಾಲಿನ ಕಲಿಕಾ ಹಬ್ಬವನ್ನು ಪ್ರಶ್ನೆಯು ಪ್ರಜ್ಞೆಯಾಗಲಿ ಎನ್ನುವ ಧ್ಯೇಯ ದೊಂದಿಗೆ ಗುರುವಾರ ಆಯೋಜಿಸಲಾಗಿತ್ತು. ಮಕ್ಕಳಿಗೆ ವಿವಿಧ ವೇಷ ಭೂಷಣ ಗಳೊಂದಿಗೆ ಕೋಲಾಟ, ಕನ್ನಡ ನೆಲ ಜಲ ಭಾಷೆ, ವಿವಿಧ ಸಾಂಸ್ಕೃತಿಕ ಕಾರ್ಯಕ್ರಮಗಳು ಜರುಗಿದವು ಇದಕ್ಕೂ ಮುನ್ನ ಕಾರ್ಯಕ್ರಮದ ಉದ್ಘಾಟನೆಯನ್ನು ಶಾಲಾ ಎಸ್‌ಡಿಎಂಸಿ, ಅಧ್ಯಕ್ಷ ಪರಶುರಾಮ್ ರಾಥೋಡ್, ಅಜೀಮ್ ಪ್ರೇಮ್ ಜಿ ಫೌಂಡೇಶನ್ ನ ಪದಾಧಿಕಾರಿಗಳು, ಪೂರ್ವ ವಲಯ ಮತ್ತು ಪಶ್ಚಿಮ ವಲಯದ ಸಿ ಆರ್ ಪಿ, ಬಿ ಆರ್ ಪಿ, ಶಾಲಾ ಮುಖ್ಯ ಉಪಾಧ್ಯಾಯರೊಂದಿಗೆ ಪಂಡಿತ್ ಜವಾಹರ್ಲಾಲ್ ನೆಹರುರವರ ಭಾವಚಿತ್ರಕ್ಕೆ ಪೂಜೆ ಸಲ್ಲಿಸಿ ದೀಪ ಬೆಳಗಿಸುವುದರ ಮೂಲಕ ಚಾಲನೆ ನೀಡಲಾಯಿತು. ಬಳಿಕ ಮುಖ್ಯ ಗುರುಗಳಾದ ಶ್ರೀಮತಿ ರೇಖಾರವರು ಮಾತನಾಡಿ ಎರಡು ವರ್ಷದಿಂದ ಕರೋನಾ ಮಹಾಮಾರಿಯಿಂದ ಅನೇಕ ಜನರ ಜೀವ, ಜೀವನ ಕಳೆದುಕೊಂಡರು, ಜತೆಗೆ ಮಕ್ಕಳ ಕಲಿಕೆ, ವಿದ್ಯಾಭ್ಯಾಸದ ಮೇಲು ಪರಿಣಾಮ ಬೀರಿತು, . ಆ ವಿದ್ಯಾಭ್ಯಾಸವನ್ನು ಸರಿಪಡಿಸಲು ಆನ್ಲೈನ್ ತರಗತಿ ಏರ್ಪಡಿಸಲಾಗಿತ್ತು, ಜೊತೆಗೆ ನಮ್ಮ ಶಿಕ್ಷಣ ಇಲಾಖೆ ಅನೇಕ ಯೋಜನೆ ಗಳಲ್ಲಿ ಒಂದಾದ ಕಲಿಕಾ ಚೇತರಿಕೆ, ಕಲಿಕಾ ಹಬ್ಬ ಎನ್ನುವ ಕಾರ್ಯಕ್ರಮವನ್ನು ಪ್ರಶ್ನೆಯು ಪ್ರಜ್ಞೆಯಾಗಿರಲಿ ಎನ್ನುವ ಧ್ಯೇಯದೊಂದಿಗೆ ಈ ಕಾರ್ಯಕ್ರಮವನ್ನು ಆಯೋಜಿಸಿದ್ದೇವೆ. ಈ ಕಲಿಕಾ ಹಬ್ಬದಲ್ಲಿ ಮಕ್ಕಳ ಸ್ವತಃ ತಮ್ಮ ಕೈಯಿಂದನೇ ಕೆಲವು ಪ್ರಯೋಗಗಳನ್ನು ಮಾಡಿದ್ದಾರೆ. ಇದರಿಂದ ಜ್ಞಾನ ಅಭಿವೃದ್ಧಿ ಹೆಚ್ಚುತ್ತದೆ. ಸ್ವತಃ ತಮ್ಮ ಪ್ರಶ್ನೆಗೆ ತಾವೇ ಉತ್ತರಗಳನ್ನು ಹುಡುಕುತ್ತಾರೆ, ಈ ಕಲಿಕಾ ಹಬ್ಬಕ್ಕೆ ನಮ್ಮ ಬಡಾವಣೆಯ ವಿದ್ಯಾರ್ಥಿಗಳ ಪಾಲಕರು ಶಾಲಾ ಮೇಲುಸ್ತುವಾರಿ ಸಮಿತಿಯ ಮಾಜಿ, ಹಾಲಿ ಅಧ್ಯಕ್ಷರು ಅವರಿಗೆ ತುಂಬು ಹೃದಯದ ಧನ್ಯವಾದಗಳು ತಿಳಿಸುತ್ತೇನೆ ಎಂದರು. ಬಳಿಕ ಕಾರ್ಯಕ್ರಮಕ್ಕೆ ಆಗಮಿಸಿದ ಅಬ್ದುಲ್ ನಜೀರ್ ಸಾಬ್ ಕಾಲೋನಿಯ ಸರಕಾರಿ ಹಿರಿಯ ಪ್ರಾಥಮಿಕ ಶಾಲೆಯ ಮುಖ್ಯ ಗುರುಗಳು ಮಾತನಾಡಿ ಇಂತಹ ಕಲಿಕಾ ಹಬ್ಬಕ್ಕೆ ಶಿಕ್ಷಕ, ಬಾಲಕ, ಪಾಲಕ, ಈ ಮೂವರ ಸಹಕಾರ ದಿಂದಲೇ ಈ ಚಿಕ್ಕ ಬಡಾವಣೆಯಲ್ಲಿ ದೊಡ್ಡ ಕಲಿಕಾ ಹಬ್ಬ ಆಚರಿಸಲು ಸಾಧ್ಯ ಎಂದರು. ಈ ಕಾರ್ಯಕ್ರಮದಲ್ಲಿ ಅಡುಗೆ ಸಹಾಯಕರು ಸೇರಿದಂತೆ ವಿವಿಧ ಶಾಲಾ ಶಿಕ್ಷಕರು ಮುಖ್ಯ ಗುರುಗಳು. ಶಾಲಾ ಮೇಲುಸ್ತುವಾರಿ ಸಮಿತಿಯ ಸದಸ್ಯರು ಪದಾಧಿಕಾರಿಗಳು ವಿದ್ಯಾರ್ಥಿಗಳ ಪಾಲಕರು ಮತ್ತಿತರರಿದ್ದರು.	[15, 1936, 1496, 2430]
triangle-icon	[394, 1314, 405, 1327]
